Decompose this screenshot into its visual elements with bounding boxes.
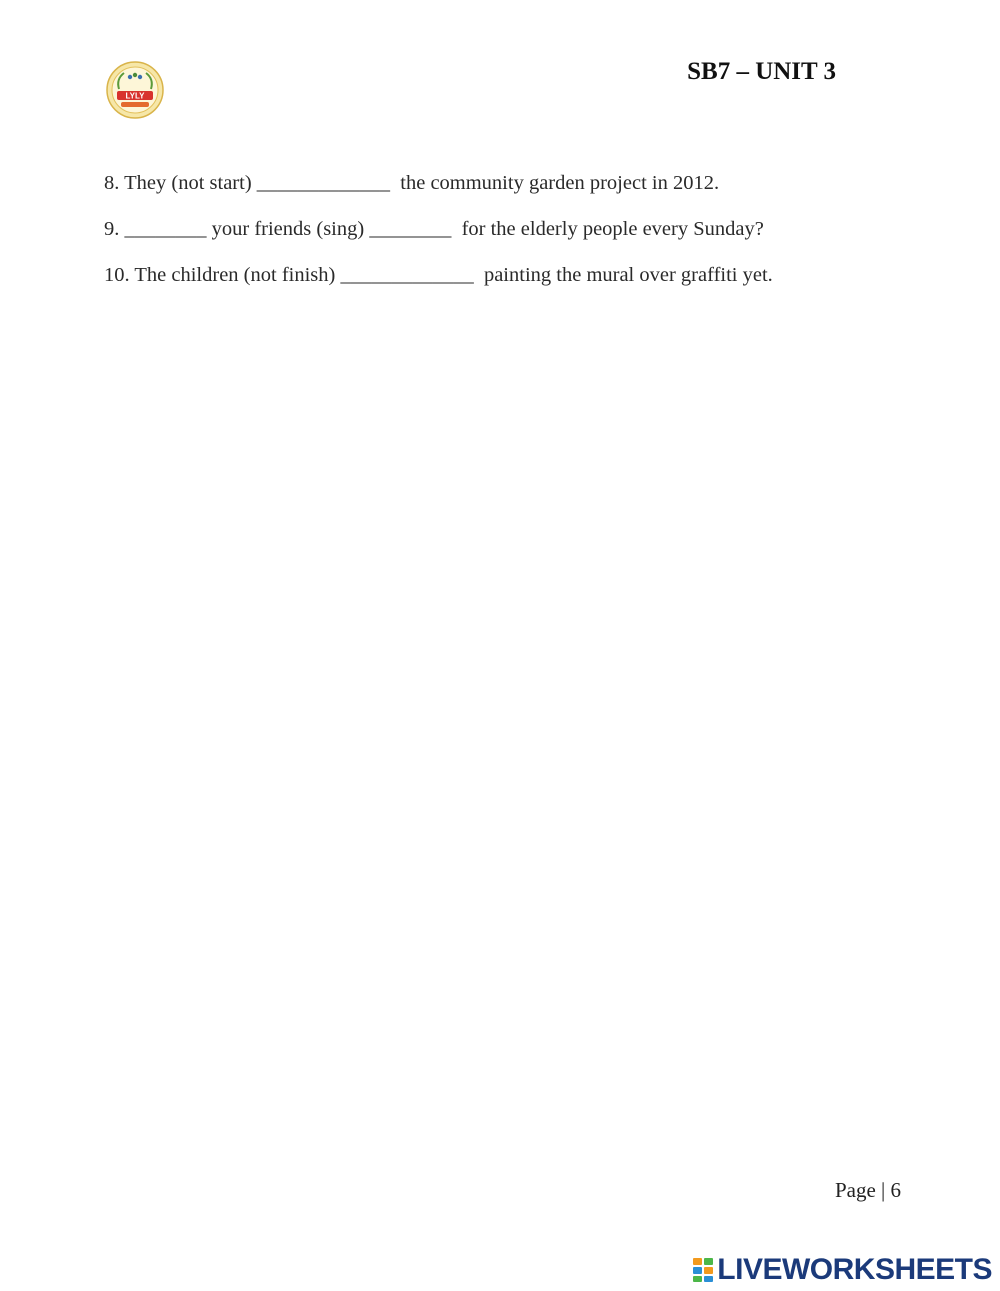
liveworksheets-brand[interactable]	[692, 1253, 992, 1287]
page-number: Page | 6	[834, 1178, 901, 1202]
unit-title: SB7 – UNIT 3	[687, 58, 836, 85]
question-list	[104, 168, 773, 306]
question-10: 10. The children (not finish) _____________ painting the mural over graffiti yet.	[104, 264, 773, 286]
question-8: 8. They (not start) _____________ the community garden project in 2012.	[104, 172, 720, 194]
school-crest-logo	[106, 61, 164, 119]
logo-text: LYLY	[125, 91, 145, 101]
question-9: 9. ________ your friends (sing) ________ for the elderly people every Sunday?	[104, 218, 764, 240]
liveworksheets-blocks-icon	[692, 1257, 714, 1283]
brand-name: LIVEWORKSHEETS	[717, 1253, 992, 1286]
